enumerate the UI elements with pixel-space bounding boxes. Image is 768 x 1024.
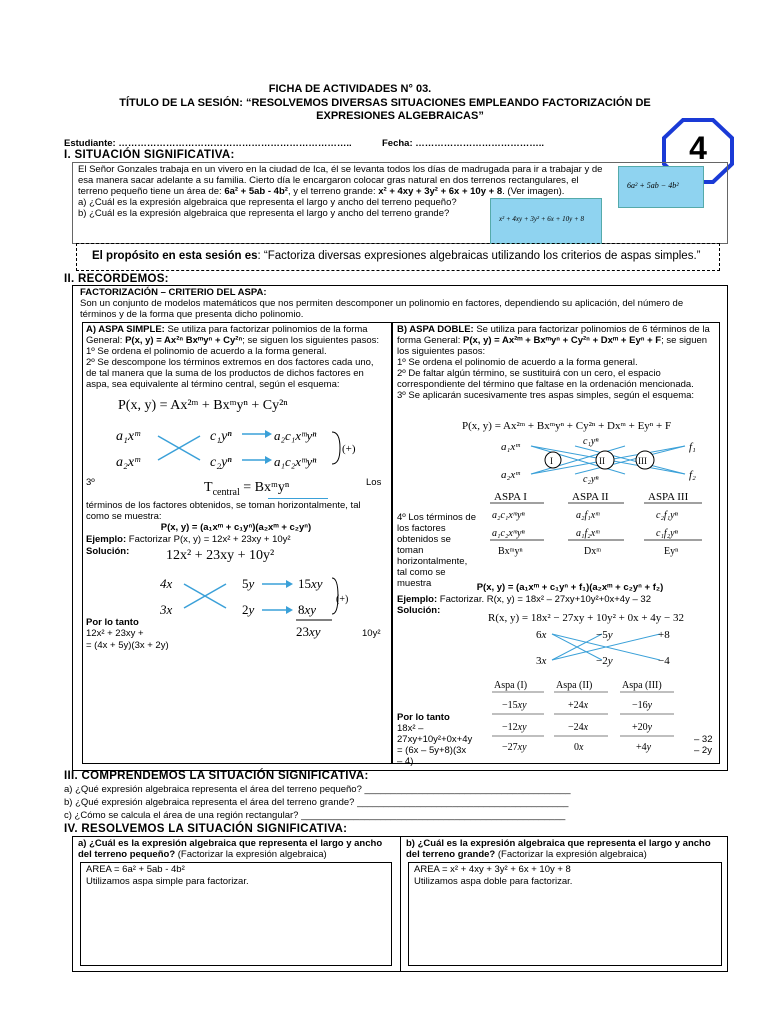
simple-example	[86, 534, 386, 545]
svg-text:a₂xᵐ: a₂xᵐ	[116, 455, 140, 470]
svg-text:ASPA III: ASPA III	[648, 491, 689, 503]
question-a: a) ¿Cuál es la expresión algebraica que representa el largo y ancho del terreno pequeño?	[78, 197, 457, 208]
svg-text:Dxᵐ: Dxᵐ	[584, 546, 602, 557]
area-small: 6a² + 5ab - 4b²	[224, 186, 288, 197]
double-example-scheme	[530, 624, 690, 670]
big-field-image	[490, 198, 602, 244]
purpose-label: El propósito en esta sesión es	[92, 250, 258, 262]
svg-text:6x: 6x	[536, 629, 547, 641]
session-title: TÍTULO DE LA SESIÓN: “RESOLVEMOS DIVERSAS SITUACIONES EMPLEANDO FACTORIZACIÓN DE	[119, 97, 651, 109]
t-central: $T_{central}$ = Bxᵐyⁿ	[204, 480, 290, 498]
small-field-label: 6a² + 5ab − 4b²	[627, 181, 679, 190]
section-3-title: III. COMPRENDEMOS LA SITUACIÓN SIGNIFICATIVA:	[64, 770, 369, 782]
svg-text:f₁: f₁	[689, 441, 696, 453]
simple-step3-num: 3º	[86, 477, 95, 488]
svg-text:(+): (+)	[336, 594, 349, 605]
section-2-title: II. RECORDEMOS:	[64, 273, 169, 285]
svg-text:c₁f₂yⁿ: c₁f₂yⁿ	[656, 528, 678, 539]
double-step1: 1º Se ordena el polinomio de acuerdo a la forma general.	[397, 357, 638, 368]
purpose-text	[92, 250, 712, 262]
simple-portanto: Por lo tanto	[86, 617, 139, 628]
double-title: B) ASPA DOBLE:	[397, 324, 474, 335]
svg-text:Aspa (III): Aspa (III)	[622, 680, 662, 691]
simple-general: P(x, y) = Ax²ᵐ + Bxᵐyⁿ + Cy²ⁿ	[118, 398, 288, 413]
svg-text:+24x: +24x	[568, 700, 589, 711]
svg-text:a₁c₂xᵐyⁿ: a₁c₂xᵐyⁿ	[274, 454, 317, 469]
resolve-b-question	[406, 838, 724, 860]
svg-text:2y: 2y	[242, 602, 255, 617]
svg-text:+20y: +20y	[632, 722, 653, 733]
svg-text:3x: 3x	[536, 655, 547, 667]
svg-text:−2y: −2y	[596, 655, 613, 667]
svg-text:a₁xᵐ: a₁xᵐ	[116, 429, 140, 444]
double-example-table	[484, 676, 684, 756]
double-portanto: Por lo tanto	[397, 712, 450, 723]
double-final2: 27xy+10y²+0x+4y	[397, 734, 473, 745]
double-aspa-table	[484, 488, 714, 560]
simple-final1: 12x² + 23xy +	[86, 628, 144, 639]
svg-text:−4: −4	[658, 655, 670, 667]
double-example-text: Factorizar. R(x, y) = 18x² – 27xy+10y²+0x+4y – 32	[437, 594, 651, 605]
double-final1: 18x² –	[397, 723, 424, 734]
double-final3b: – 2y	[694, 745, 712, 756]
svg-text:8xy: 8xy	[298, 602, 317, 617]
resolve-b-area: AREA = x² + 4xy + 3y² + 6x + 10y + 8	[414, 864, 571, 875]
svg-text:f₂: f₂	[689, 469, 696, 481]
simple-step1: 1º Se ordena el polinomio de acuerdo a la forma general.	[86, 346, 327, 357]
resolve-divider	[400, 836, 401, 972]
resolve-b-hint: (Factorizar la expresión algebraica)	[495, 849, 647, 860]
svg-text:c₁yⁿ: c₁yⁿ	[583, 436, 599, 447]
svg-text:−16y: −16y	[632, 700, 653, 711]
svg-text:Bxᵐyⁿ: Bxᵐyⁿ	[498, 546, 523, 557]
svg-text:ASPA II: ASPA II	[572, 491, 609, 503]
double-example	[397, 594, 715, 605]
header-line1: FICHA DE ACTIVIDADES N° 03.	[268, 83, 432, 95]
simple-final1b: 10y²	[362, 628, 381, 639]
svg-text:ASPA I: ASPA I	[494, 491, 527, 503]
svg-text:−27xy: −27xy	[502, 742, 527, 753]
svg-text:a₁f₂xᵐ: a₁f₂xᵐ	[576, 528, 600, 539]
svg-text:a₂f₁xᵐ: a₂f₁xᵐ	[576, 510, 600, 521]
double-step3: 3º Se aplicarán sucesivamente tres aspas simples, según el esquema:	[397, 390, 695, 401]
resolve-a-hint: (Factorizar la expresión algebraica)	[175, 849, 327, 860]
resolve-a-q: a) ¿Cuál es la expresión algebraica que representa el largo y ancho del terreno pequeño?	[78, 838, 383, 860]
s3-question-b: b) ¿Qué expresión algebraica representa el área del terreno grande? ________________________________________	[64, 797, 569, 808]
svg-text:Eyⁿ: Eyⁿ	[664, 546, 679, 557]
double-final3: = (6x – 5y+8)(3x	[397, 745, 467, 756]
simple-title: A) ASPA SIMPLE:	[86, 324, 165, 335]
svg-text:a₁c₂xᵐyⁿ: a₁c₂xᵐyⁿ	[492, 528, 525, 539]
double-solution-expr: R(x, y) = 18x² − 27xy + 10y² + 0x + 4y − 32	[488, 612, 684, 624]
svg-text:−12xy: −12xy	[502, 722, 527, 733]
double-step2: 2º De faltar algún término, se sustituirá con un cero, el espacio correspondiente del término que faltase en la ordenación mencionada.	[397, 368, 694, 390]
svg-text:15xy: 15xy	[298, 576, 323, 591]
situation-p3: . (Ver imagen).	[502, 186, 565, 197]
svg-text:(+): (+)	[342, 443, 356, 455]
simple-result: P(x, y) = (a₁xᵐ + c₁yⁿ)(a₂xᵐ + c₂yⁿ)	[160, 522, 312, 533]
svg-text:Aspa (I): Aspa (I)	[494, 680, 528, 691]
section-4-title: IV. RESOLVEMOS LA SITUACIÓN SIGNIFICATIVA:	[64, 823, 348, 835]
situation-p1: El Señor Gonzales trabaja en un vivero en la ciudad de Ica, él se levanta todos los días de madrugada para ir a trabajar y de esa manera sacar adelante a su familia. Cierto día le encargaron colocar gras natural en dos terrenos rectangulares, el terreno pequeño tiene un área de:	[78, 164, 603, 197]
simple-step3-los: Los	[366, 477, 382, 488]
svg-text:I: I	[550, 456, 553, 466]
double-step4: 4º Los términos de los factores obtenidos se toman horizontalmente, tal como se muestra	[397, 512, 476, 589]
simple-step3-text: términos de los factores obtenidos, se toman horizontalmente, tal como se muestra:	[86, 500, 361, 522]
svg-text:c₂yⁿ: c₂yⁿ	[583, 474, 599, 484]
svg-text:−5y: −5y	[596, 629, 613, 641]
double-solution-label: Solución:	[397, 605, 441, 616]
resolve-b-note: Utilizamos aspa doble para factorizar.	[414, 876, 573, 887]
double-aspa-scheme	[495, 432, 710, 484]
small-field-image	[618, 166, 704, 208]
double-final4: – 4)	[397, 756, 414, 767]
session-title-line2: EXPRESIONES ALGEBRAICAS”	[316, 110, 484, 122]
factorization-desc: Son un conjunto de modelos matemáticos que nos permiten descomponer un polinomio en factores, dependiendo su aplicación, del número de términos y de la forma que presenta dicho polinomio.	[80, 298, 684, 320]
simple-step2: 2º Se descompone los términos extremos en dos factores cada uno, de tal manera que la suma de los productos de dichos factores en aspa, sea equivalente al término central, según el esquema:	[86, 357, 374, 390]
svg-text:Aspa (II): Aspa (II)	[556, 680, 593, 691]
resolve-a-area: AREA = 6a² + 5ab - 4b²	[86, 864, 185, 875]
resolve-b-q: b) ¿Cuál es la expresión algebraica que representa el largo y ancho del terreno grande?	[406, 838, 711, 860]
date-field: Fecha: …………………………………..	[382, 138, 545, 149]
resolve-a-note: Utilizamos aspa simple para factorizar.	[86, 876, 249, 887]
s3-question-a: a) ¿Qué expresión algebraica representa el área del terreno pequeño? _______________________________________	[64, 784, 571, 795]
svg-text:−15xy: −15xy	[502, 700, 527, 711]
svg-text:3x: 3x	[160, 602, 173, 617]
resolve-a-question	[78, 838, 396, 860]
svg-text:c₁yⁿ: c₁yⁿ	[210, 429, 232, 444]
double-form: P(x, y) = Ax²ᵐ + Bxᵐyⁿ + Cy²ⁿ + Dxᵐ + Eyⁿ + F	[463, 335, 662, 346]
svg-text:0x: 0x	[574, 742, 584, 753]
svg-text:c₂f₁yⁿ: c₂f₁yⁿ	[656, 510, 678, 521]
purpose-body: : “Factoriza diversas expresiones algebraicas utilizando los criterios de aspas simples.”	[257, 250, 701, 262]
svg-text:a₂c₁xᵐyⁿ: a₂c₁xᵐyⁿ	[492, 510, 525, 521]
s3-question-c: c) ¿Cómo se calcula el área de una región rectangular? __________________________________________________	[64, 810, 566, 821]
simple-solution-label: Solución:	[86, 546, 130, 557]
double-intro	[397, 324, 715, 401]
simple-example-text: Factorizar P(x, y) = 12x² + 23xy + 10y²	[126, 534, 291, 545]
double-final2b: – 32	[694, 734, 713, 745]
svg-text:a₂xᵐ: a₂xᵐ	[501, 469, 520, 481]
double-general: P(x, y) = Ax²ᵐ + Bxᵐyⁿ + Cy²ⁿ + Dxᵐ + Eyⁿ + F	[462, 420, 672, 432]
badge-number: 4	[689, 130, 707, 166]
double-intro-text2: ; se siguen los siguientes pasos:	[397, 335, 708, 357]
simple-form: P(x, y) = Ax²ⁿ Bxᵐyⁿ + Cy²ⁿ	[125, 335, 243, 346]
simple-solution-expr: 12x² + 23xy + 10y²	[166, 548, 275, 563]
svg-text:+8: +8	[658, 629, 670, 641]
double-result: P(x, y) = (a₁xᵐ + c₁yⁿ + f₁)(a₂xᵐ + c₂yⁿ + f₂)	[476, 582, 664, 593]
simple-final2: = (4x + 5y)(3x + 2y)	[86, 640, 169, 651]
simple-intro-text2: ; se siguen los siguientes pasos:	[242, 335, 379, 346]
area-big: x² + 4xy + 3y² + 6x + 10y + 8	[378, 186, 503, 197]
svg-text:a₁xᵐ: a₁xᵐ	[501, 441, 520, 453]
svg-text:5y: 5y	[242, 576, 255, 591]
double-intro-text: Se utiliza para factorizar polinomios de 6 términos de la forma General:	[397, 324, 710, 346]
svg-text:−24x: −24x	[568, 722, 589, 733]
svg-text:23xy: 23xy	[296, 624, 321, 639]
big-field-label: x² + 4xy + 3y² + 6x + 10y + 8	[499, 215, 584, 223]
student-field: Estudiante: ………………………………………………………………..	[64, 138, 352, 149]
simple-intro-text: Se utiliza para factorizar polinomios de la forma General:	[86, 324, 368, 346]
section-1-title: I. SITUACIÓN SIGNIFICATIVA:	[64, 149, 235, 161]
simple-intro	[86, 324, 386, 390]
svg-text:4x: 4x	[160, 576, 173, 591]
svg-text:III: III	[638, 456, 647, 466]
svg-text:a₂c₁xᵐyⁿ: a₂c₁xᵐyⁿ	[274, 428, 317, 443]
simple-example-scheme	[150, 570, 370, 640]
double-example-label: Ejemplo:	[397, 594, 438, 605]
t-central-underline	[268, 498, 328, 499]
question-b: b) ¿Cuál es la expresión algebraica que representa el largo y ancho del terreno grande?	[78, 208, 450, 219]
factorization-title: FACTORIZACIÓN – CRITERIO DEL ASPA:	[80, 287, 267, 298]
svg-text:c₂yⁿ: c₂yⁿ	[210, 455, 232, 470]
svg-text:+4y: +4y	[636, 742, 652, 753]
situation-p2: , y el terreno grande:	[287, 186, 376, 197]
svg-text:II: II	[599, 456, 605, 466]
simple-example-label: Ejemplo:	[86, 534, 127, 545]
